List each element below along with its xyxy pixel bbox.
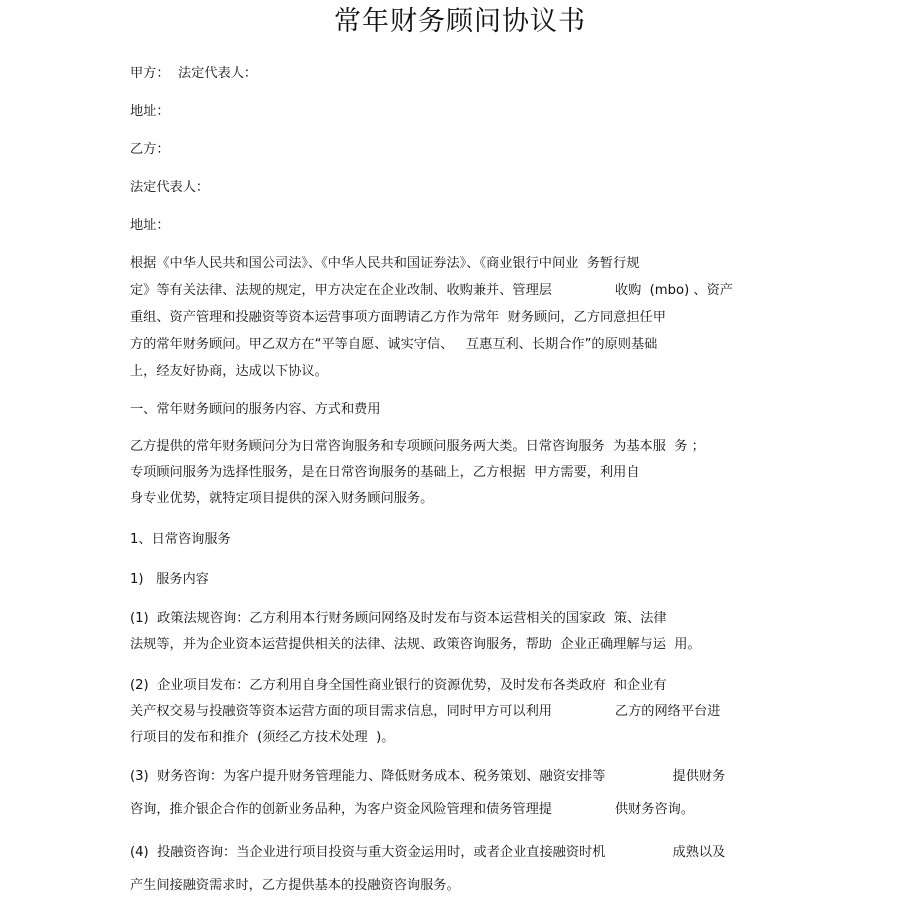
item-2-line: (2) 企业项目发布：乙方利用自身全国性商业银行的资源优势，及时发布各类政府 和企业有 [130,678,667,693]
intro-line: 乙方提供的常年财务顾问分为日常咨询服务和专项顾问服务两大类。日常咨询服务 为基本服 务 ； [130,439,705,454]
party-b-address: 地址： [130,218,170,233]
item-2-line: 行项目的发布和推介 (须经乙方技术处理 )。 [130,730,395,745]
party-b-line: 乙方： [130,142,170,157]
preamble-line: 重组、资产管理和投融资等资本运营事项方面聘请乙方作为常年 财务顾问，乙方同意担任甲 [130,310,666,325]
item-4-line: (4) 投融资咨询：当企业进行项目投资与重大资金运用时，或者企业直接融资时机 成熟以及 [130,845,726,860]
item-3-line: 咨询，推介银企合作的创新业务品种，为客户资金风险管理和债务管理提 供财务咨询。 [130,802,695,817]
party-b-representative: 法定代表人： [130,180,210,195]
document-title: 常年财务顾问协议书 [334,6,586,37]
item-2-line: 关产权交易与投融资等资本运营方面的项目需求信息，同时甲方可以利用 乙方的网络平台进 [130,704,721,719]
party-a-line: 甲方： 法定代表人： [130,66,258,81]
item-4-line: 产生间接融资需求时，乙方提供基本的投融资咨询服务。 [130,878,460,893]
item-3-line: (3) 财务咨询：为客户提升财务管理能力、降低财务成本、税务策划、融资安排等 提供财务 [130,769,726,784]
subsection-heading: 1、日常咨询服务 [130,532,231,547]
preamble-line: 根据《中华人民共和国公司法》、《中华人民共和国证券法》、《商业银行中间业 务暂行规 [130,256,640,271]
preamble-line: 方的常年财务顾问。甲乙双方在“平等自愿、诚实守信、 互惠互利、长期合作”的原则基础 [130,337,658,352]
subsection-subheading: 1) 服务内容 [130,572,209,587]
section-heading: 一、常年财务顾问的服务内容、方式和费用 [130,402,381,417]
intro-line: 身专业优势，就特定项目提供的深入财务顾问服务。 [130,491,434,506]
preamble-line: 上，经友好协商，达成以下协议。 [130,364,328,379]
preamble-line: 定》等有关法律、法规的规定，甲方决定在企业改制、收购兼并、管理层 收购 (mbo) 、资产 [130,283,733,298]
intro-line: 专项顾问服务为选择性服务，是在日常咨询服务的基础上，乙方根据 甲方需要，利用自 [130,465,640,480]
party-a-address: 地址： [130,104,170,119]
item-1-line: (1) 政策法规咨询：乙方利用本行财务顾问网络及时发布与资本运营相关的国家政 策、法律 [130,611,667,626]
item-1-line: 法规等，并为企业资本运营提供相关的法律、法规、政策咨询服务，帮助 企业正确理解与运 用。 [130,637,701,652]
